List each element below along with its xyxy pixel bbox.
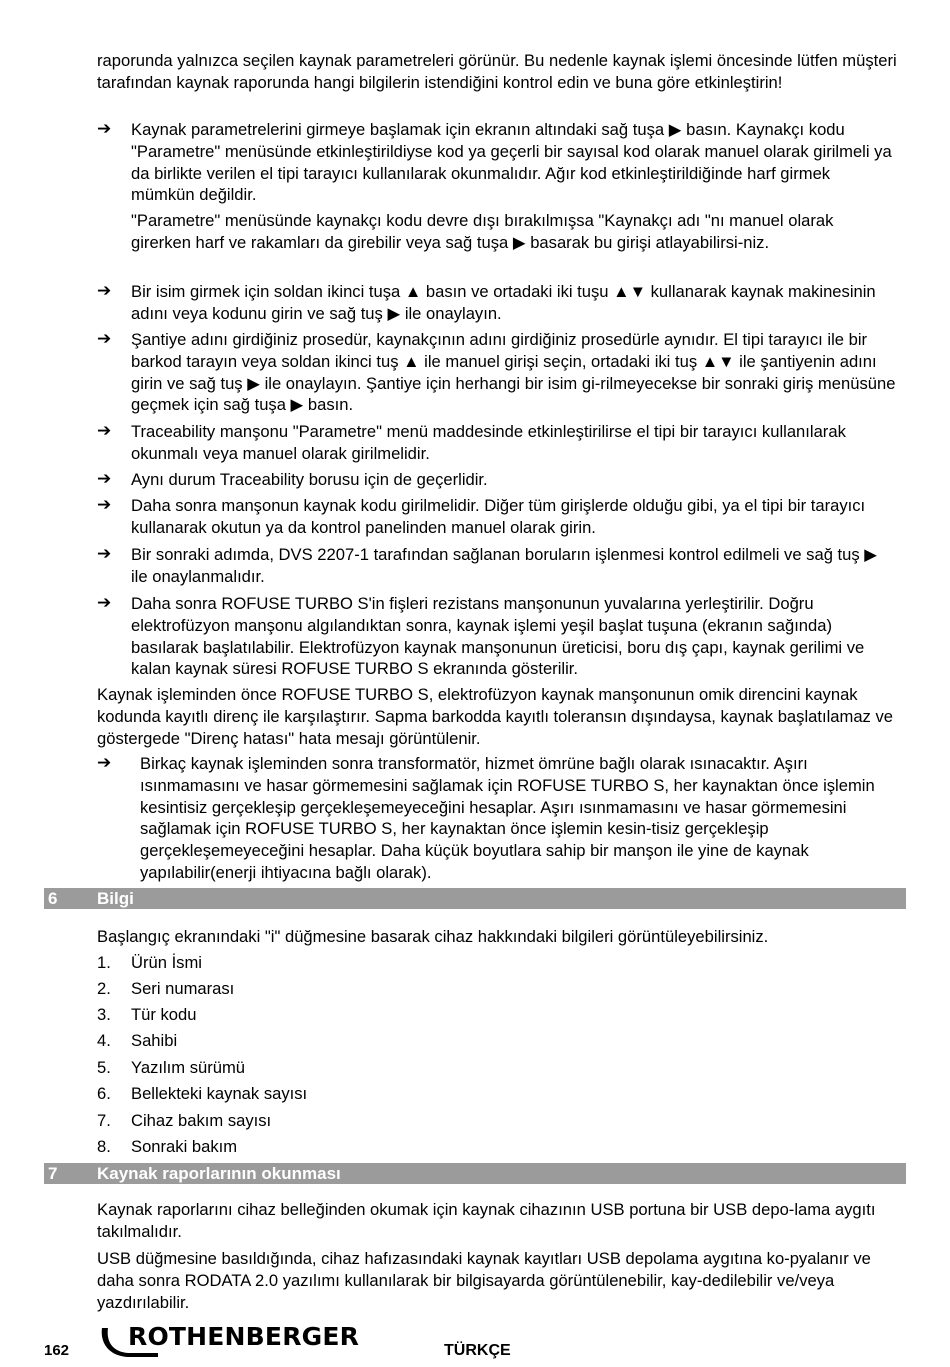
arrow-icon: ➔	[97, 495, 112, 515]
section7-paragraph-2: USB düğmesine basıldığında, cihaz hafızasındaki kaynak kayıtları USB depolama aygıtına ko-pyalanır ve daha sonra RODATA 2.0 yazılımı kullanılarak bir bilgisayarda görüntülenebilir, kay-dedilebilir ve/veya yazdırılabilir.	[97, 1249, 871, 1312]
bullet-text: Daha sonra manşonun kaynak kodu girilmelidir. Diğer tüm girişlerde olduğu gibi, ya el tipi bir tarayıcı kullanarak okutun ya da kontrol panelinden manuel olarak girin.	[131, 496, 866, 537]
section-number: 6	[48, 889, 58, 908]
list-label: Cihaz bakım sayısı	[131, 1111, 272, 1130]
middle-paragraph: Kaynak işleminden önce ROFUSE TURBO S, elektrofüzyon kaynak manşonunun omik direncini kaynak kodunda kayıtlı direnç ile karşılaştırır. Sapma barkodda kayıtlı toleransın dışındaysa, kaynak başlatılamaz ve göstergede "Direnç hatası" hata mesajı görüntülenir.	[97, 685, 893, 748]
list-label: Yazılım sürümü	[131, 1058, 246, 1077]
bullet-text: Daha sonra ROFUSE TURBO S'in fişleri rezistans manşonunun yuvalarına yerleştirilir. Doğru elektrofüzyon manşonu algılandıktan sonra, kaynak işlemi yeşil başlat tuşuna (ekranın sağında) basılarak başlatılabilir. Elektrofüzyon kaynak manşonunun üreticisi, boru dış çapı, kaynak gerilimi ve kalan kaynak süresi ROFUSE TURBO S ekranında gösterilir.	[131, 594, 865, 679]
arrow-icon: ➔	[97, 329, 112, 349]
bullet-item	[97, 753, 897, 884]
page-number: 162	[44, 1342, 70, 1359]
section7-paragraph-1: Kaynak raporlarını cihaz belleğinden okumak için kaynak cihazının USB portuna bir USB depo-lama aygıtı takılmalıdır.	[97, 1200, 876, 1241]
arrow-icon: ➔	[97, 753, 112, 773]
list-label: Tür kodu	[131, 1005, 197, 1024]
list-item	[97, 1004, 196, 1026]
list-item	[97, 952, 202, 974]
bullet-text: Bir sonraki adımda, DVS 2207-1 tarafından sağlanan boruların işlenmesi kontrol edilmeli ve sağ tuş ▶ ile onaylanmalıdır.	[131, 545, 878, 586]
bullet-subparagraph: "Parametre" menüsünde kaynakçı kodu devre dışı bırakılmışsa "Kaynakçı adı "nı manuel olarak girerken harf ve rakamları da girebilir veya sağ tuşa ▶ basarak bu girişi atlayabilirsi-niz.	[131, 211, 834, 252]
arrow-icon: ➔	[97, 593, 112, 613]
list-label: Sahibi	[131, 1031, 178, 1050]
list-label: Ürün İsmi	[131, 953, 202, 972]
list-number: 2.	[97, 979, 111, 998]
footer-language: TÜRKÇE	[444, 1342, 511, 1359]
list-number: 6.	[97, 1084, 111, 1103]
section6-intro: Başlangıç ekranındaki "i" düğmesine basarak cihaz hakkındaki bilgileri görüntüleyebilirsiniz.	[97, 927, 769, 946]
arrow-icon: ➔	[97, 421, 112, 441]
brand-logo	[98, 1320, 360, 1362]
intro-paragraph: raporunda yalnızca seçilen kaynak parametreleri görünür. Bu nedenle kaynak işlemi öncesinde lütfen müşteri tarafından kaynak raporunda hangi bilgilerin istendiğini kontrol edin ve buna göre etkinleştirin!	[97, 51, 897, 92]
section-number: 7	[48, 1164, 58, 1183]
brand-name: ROTHENBERGER	[128, 1322, 360, 1351]
list-item	[97, 1083, 307, 1105]
bullet-item	[97, 544, 897, 588]
arrow-icon: ➔	[97, 469, 112, 489]
list-item	[97, 1136, 237, 1158]
list-item	[97, 978, 234, 1000]
list-item	[97, 1057, 245, 1079]
list-item	[97, 1110, 271, 1132]
list-number: 3.	[97, 1005, 111, 1024]
section-header-7	[44, 1163, 906, 1184]
arrow-icon: ➔	[97, 544, 112, 564]
bullet-text: Bir isim girmek için soldan ikinci tuşa ▲ basın ve ortadaki iki tuşu ▲▼ kullanarak kaynak makinesinin adını veya kodunu girin ve sağ tuş ▶ ile onaylayın.	[131, 282, 876, 323]
bullet-text: Traceability manşonu "Parametre" menü maddesinde etkinleştirilirse el tipi bir tarayıcı kullanılarak okunmalı veya manuel olarak girilmelidir.	[131, 422, 846, 463]
section-title: Kaynak raporlarının okunması	[97, 1164, 341, 1183]
bullet-item	[97, 495, 897, 539]
list-number: 5.	[97, 1058, 111, 1077]
bullet-text: Birkaç kaynak işleminden sonra transformatör, hizmet ömrüne bağlı olarak ısınacaktır. Aşırı ısınmamasını ve hasar görmemesini sağlamak için ROFUSE TURBO S, her kaynaktan önce işlemin kesintisiz gerçekleşip gerçekleşemeyeceğini hesaplar. Aşırı ısınmamasını ve hasar görmemesini sağlamak için ROFUSE TURBO S, her kaynaktan önce işlemin kesin-tisiz gerçekleşip gerçekleşemeyeceğini hesaplar. Daha küçük boyutlara sahip bir manşon ile yine de kaynak yapılabilir(enerji ihtiyacına bağlı olarak).	[140, 754, 875, 882]
list-label: Seri numarası	[131, 979, 235, 998]
section-title: Bilgi	[97, 889, 134, 908]
list-number: 8.	[97, 1137, 111, 1156]
bullet-text: Şantiye adını girdiğiniz prosedür, kaynakçının adını girdiğiniz prosedürle aynıdır. El tipi tarayıcı ile bir barkod tarayın veya soldan ikinci tuş ▲ ile manuel girişi seçin, ortadaki iki tuş ▲▼ ile şantiyenin adını girin ve sağ tuş ▶ ile onaylayın. Şantiye için herhangi bir isim gi-rilmeyecekse bir sonraki giriş menüsüne geçmek için sağ tuşa ▶ basın.	[131, 330, 896, 415]
list-item	[97, 1030, 177, 1052]
arrow-icon: ➔	[97, 281, 112, 301]
bullet-item	[97, 119, 897, 206]
bullet-item	[97, 469, 897, 491]
bullet-item	[97, 421, 897, 465]
list-number: 4.	[97, 1031, 111, 1050]
bullet-item	[97, 329, 897, 416]
list-number: 7.	[97, 1111, 111, 1130]
list-label: Sonraki bakım	[131, 1137, 238, 1156]
bullet-item	[97, 593, 897, 680]
bullet-item	[97, 281, 897, 325]
bullet-text: Kaynak parametrelerini girmeye başlamak için ekranın altındaki sağ tuşa ▶ basın. Kaynakçı kodu "Parametre" menüsünde etkinleştirildiyse kod ya geçerli bir sayısal kod olarak manuel olarak girilmeli ya da birlikte verilen el tipi tarayıcı kullanılarak okunmalıdır. Ağır kod etkinleştirildiğinde harf girmek mümkün değildir.	[131, 120, 892, 205]
list-number: 1.	[97, 953, 111, 972]
list-label: Bellekteki kaynak sayısı	[131, 1084, 308, 1103]
section-header-6	[44, 888, 906, 909]
bullet-text: Aynı durum Traceability borusu için de geçerlidir.	[131, 470, 488, 489]
arrow-icon: ➔	[97, 119, 112, 139]
